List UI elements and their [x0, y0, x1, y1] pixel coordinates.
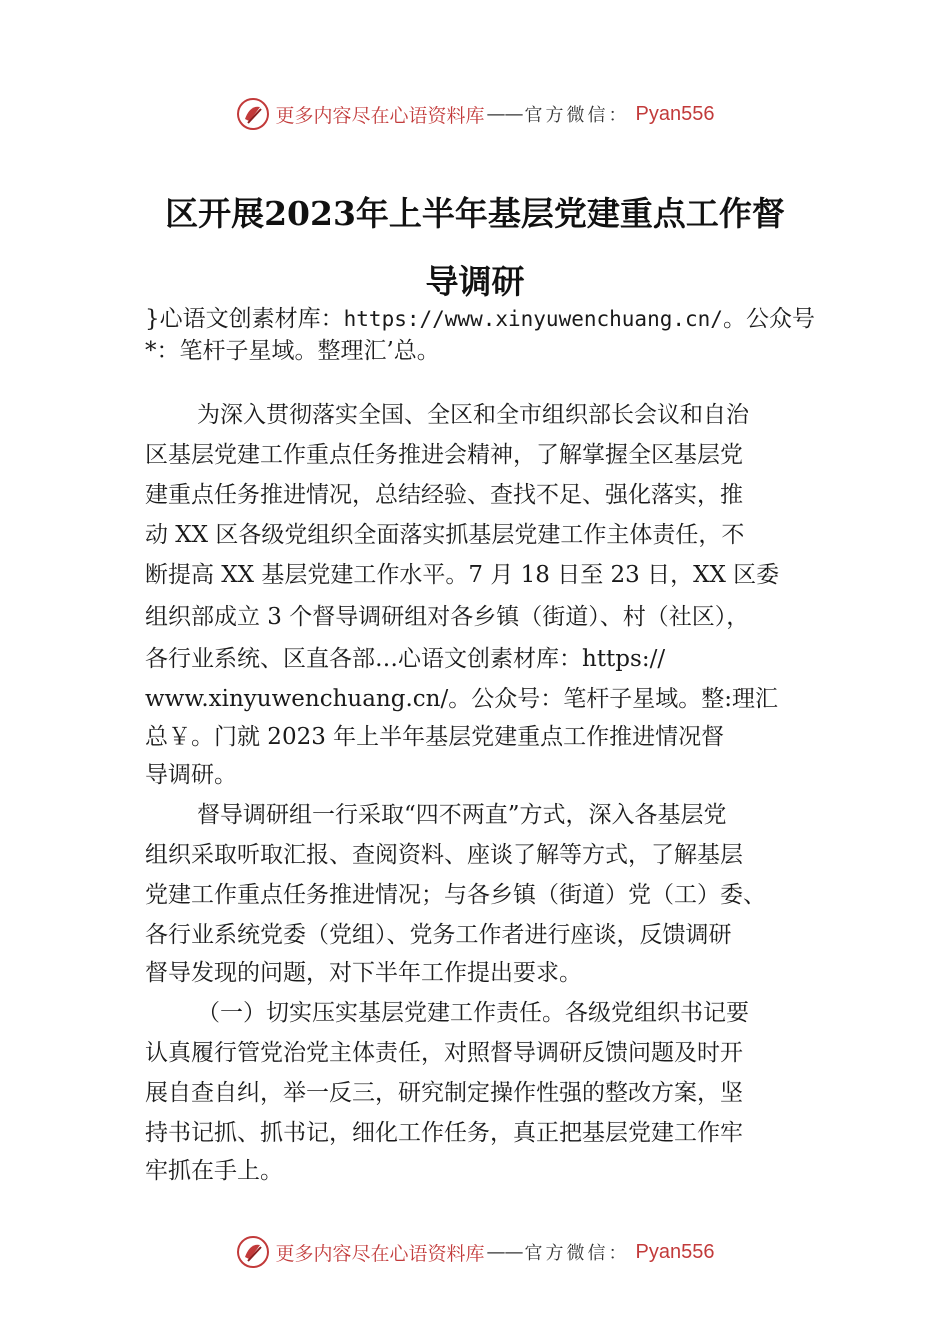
banner-main-text: 更多内容尽在心语资料库 [275, 1242, 485, 1265]
paragraph-1-line: 导调研。 [145, 762, 237, 788]
notice-url: https://www.xinyuwenchuang.cn/ [343, 307, 723, 331]
paragraph-1-line: www.xinyuwenchuang.cn/。公众号：笔杆子星域。整:理汇 [145, 686, 778, 712]
banner-wechat-id: Pyan556 [635, 102, 715, 125]
paragraph-1-line: 区基层党建工作重点任务推进会精神，了解掌握全区基层党 [145, 442, 743, 468]
document-title-line-1: 区开展2023年上半年基层党建重点工作督 [165, 194, 785, 233]
brand-logo-icon [236, 97, 270, 131]
header-banner [0, 94, 950, 134]
paragraph-3-line: 持书记抓、抓书记，细化工作任务，真正把基层党建工作牢 [145, 1120, 743, 1146]
paragraph-1-line: 建重点任务推进情况，总结经验、查找不足、强化落实，推 [145, 482, 743, 508]
paragraph-1-line: 总￥。门就 2023 年上半年基层党建重点工作推进情况督 [145, 724, 725, 750]
paragraph-1-line: 各行业系统、区直各部…心语文创素材库：https:// [145, 646, 666, 672]
paragraph-3-line: 展自查自纠，举一反三，研究制定操作性强的整改方案，坚 [145, 1080, 743, 1106]
paragraph-3-line: 认真履行管党治党主体责任，对照督导调研反馈问题及时开 [145, 1040, 743, 1066]
notice-prefix: }心语文创素材库： [145, 306, 344, 332]
banner-wechat-id: Pyan556 [635, 1240, 715, 1263]
document-title-line-2: 导调研 [425, 262, 525, 301]
paragraph-2-line: 党建工作重点任务推进情况；与各乡镇（街道）党（工）委、 [145, 882, 766, 908]
footer-banner [0, 1232, 950, 1272]
source-notice-line-2: *：笔杆子星域。整理汇’总。 [145, 338, 440, 364]
paragraph-1-line: 断提高 XX 基层党建工作水平。7 月 18 日至 23 日，XX 区委 [145, 562, 780, 588]
banner-official-label: 官方微信： [524, 105, 630, 126]
notice-suffix: 。公众号 [722, 306, 815, 332]
paragraph-2-line: 督导调研组一行采取“四不两直”方式，深入各基层党 [197, 802, 727, 828]
banner-dash: —— [486, 103, 523, 125]
banner-official-label: 官方微信： [524, 1243, 630, 1264]
paragraph-2-line: 各行业系统党委（党组）、党务工作者进行座谈，反馈调研 [145, 922, 732, 948]
paragraph-1-line: 动 XX 区各级党组织全面落实抓基层党建工作主体责任，不 [145, 522, 745, 548]
banner-main-text: 更多内容尽在心语资料库 [275, 104, 485, 127]
paragraph-2-line: 组织采取听取汇报、查阅资料、座谈了解等方式，了解基层 [145, 842, 743, 868]
source-notice-line-1 [145, 304, 815, 334]
banner-dash: —— [486, 1241, 523, 1263]
paragraph-3-line: 牢抓在手上。 [145, 1158, 283, 1184]
brand-logo-icon [236, 1235, 270, 1269]
paragraph-2-line: 督导发现的问题，对下半年工作提出要求。 [145, 960, 582, 986]
paragraph-1-line: 组织部成立 3 个督导调研组对各乡镇（街道）、村（社区）， [145, 604, 750, 630]
paragraph-1-line: 为深入贯彻落实全国、全区和全市组织部长会议和自治 [197, 402, 749, 428]
paragraph-3-line: （一）切实压实基层党建工作责任。各级党组织书记要 [197, 1000, 749, 1026]
